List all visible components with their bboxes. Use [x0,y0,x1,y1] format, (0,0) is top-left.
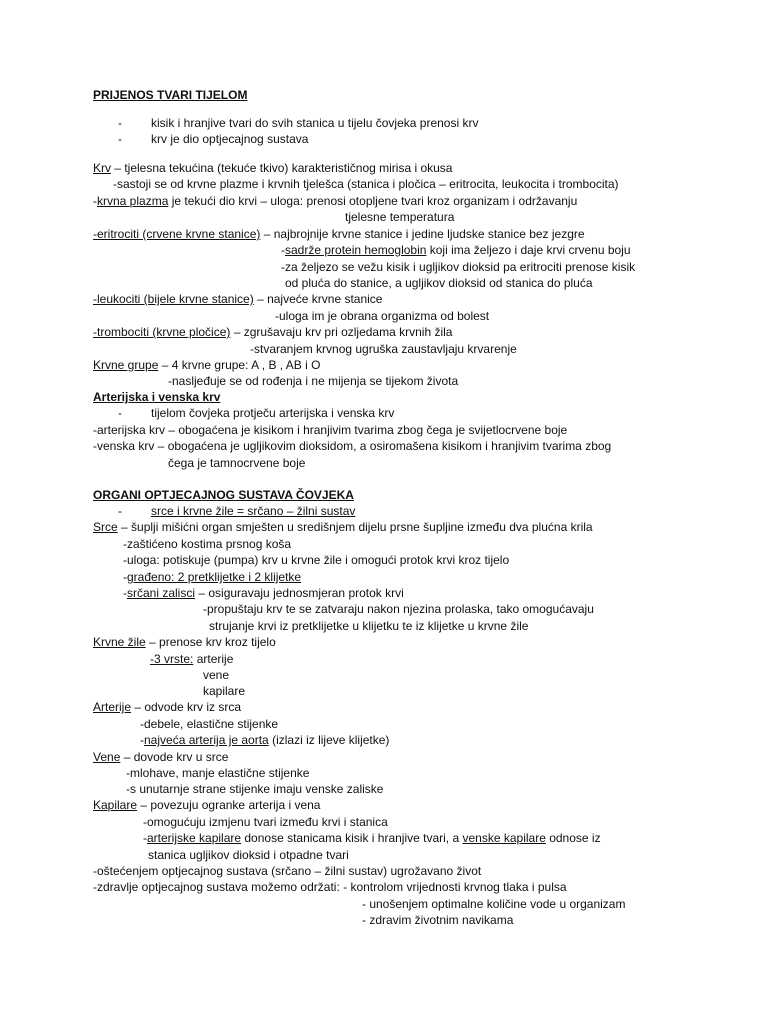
paragraph-line: -zaštićeno kostima prsnog koša [123,537,292,551]
paragraph-aorta: -najveća arterija je aorta (izlazi iz lijeve klijetke) [140,733,390,747]
list-item: - kisik i hranjive tvari do svih stanica u tijelu čovjeka prenosi krv [118,116,479,130]
paragraph-krvne-zile: Krvne žile – prenose krv kroz tijelo [93,635,276,649]
paragraph-line: -zdravlje optjecajnog sustava možemo održati: - kontrolom vrijednosti krvnog tlaka i pulsa [93,880,567,894]
paragraph-line: stanica ugljikov dioksid i otpadne tvari [148,848,349,862]
paragraph-line: -propuštaju krv te se zatvaraju nakon njezina prolaska, tako omogućavaju [203,602,594,616]
paragraph-line: -arterijska krv – obogaćena je kisikom i hranjivim tvarima zbog čega je svijetlocrvene boje [93,423,568,437]
paragraph-kapilare: Kapilare – povezuju ogranke arterija i vena [93,798,321,812]
list-item: - unošenjem optimalne količine vode u organizam [362,897,626,911]
paragraph-line: -za željezo se vežu kisik i ugljikov dioksid pa eritrociti prenose kisik [281,260,636,274]
paragraph-line: -s unutarnje strane stijenke imaju venske zaliske [126,782,384,796]
paragraph-krv: Krv – tjelesna tekućina (tekuće tkivo) karakterističnog mirisa i okusa [93,161,453,175]
paragraph-line: -građeno: 2 pretklijetke i 2 klijetke [123,570,302,584]
paragraph-zalisci: -srčani zalisci – osiguravaju jednosmjeran protok krvi [123,586,404,600]
paragraph-line: -debele, elastične stijenke [140,717,279,731]
paragraph-line: -nasljeđuje se od rođenja i ne mijenja se tijekom života [168,374,459,388]
paragraph-line: -venska krv – obogaćena je ugljikovim dioksidom, a osiromašena kisikom i hranjivim tvarima zbog [93,439,612,453]
section-title-prijenos: PRIJENOS TVARI TIJELOM [93,88,248,102]
paragraph-hemoglobin: -sadrže protein hemoglobin koji ima željezo i daje krvi crvenu boju [281,243,631,257]
paragraph-line: od pluća do stanice, a ugljikov dioksid od stanica do pluća [285,276,593,290]
section-title-organi: ORGANI OPTJECAJNOG SUSTAVA ČOVJEKA [93,488,354,502]
paragraph-eritrociti: -eritrociti (crvene krvne stanice) – najbrojnije krvne stanice i jedine ljudske stanice bez jezgre [93,227,585,241]
paragraph-trombociti: -trombociti (krvne pločice) – zgrušavaju krv pri ozljedama krvnih žila [93,325,453,339]
paragraph-line: -stvaranjem krvnog ugruška zaustavljaju krvarenje [250,342,517,356]
list-item: - srce i krvne žile = srčano – žilni sustav [118,504,356,518]
paragraph-vrste: -3 vrste: arterije [150,652,234,666]
paragraph-line: čega je tamnocrvene boje [168,456,306,470]
list-item: vene [203,668,230,682]
subtitle-arterijska-venska: Arterijska i venska krv [93,390,221,404]
paragraph-plazma: -krvna plazma je tekući dio krvi – uloga: prenosi otopljene tvari kroz organizam i održavanju [93,194,578,208]
paragraph-krvne-grupe: Krvne grupe – 4 krvne grupe: A , B , AB i O [93,358,321,372]
paragraph-line: -uloga: potiskuje (pumpa) krv u krvne žile i omogući protok krvi kroz tijelo [123,553,510,567]
paragraph-line: -uloga im je obrana organizma od bolest [275,309,490,323]
paragraph-line: tjelesne temperatura [345,210,455,224]
list-item: - zdravim životnim navikama [362,913,514,927]
paragraph-line: -sastoji se od krvne plazme i krvnih tjelešca (stanica i pločica – eritrocita, leukocita i trombocita) [113,177,619,191]
list-item: - tijelom čovjeka protječu arterijska i venska krv [118,406,395,420]
list-item: - krv je dio optjecajnog sustava [118,132,309,146]
paragraph-srce: Srce – šuplji mišićni organ smješten u središnjem dijelu prsne šupljine između dva plućna krila [93,520,593,534]
paragraph-line: strujanje krvi iz pretklijetke u klijetku te iz klijetke u krvne žile [209,619,529,633]
paragraph-kapilare-vrste: -arterijske kapilare donose stanicama kisik i hranjive tvari, a venske kapilare odnose iz [143,831,601,845]
paragraph-vene: Vene – dovode krv u srce [93,750,229,764]
paragraph-leukociti: -leukociti (bijele krvne stanice) – najveće krvne stanice [93,292,383,306]
paragraph-arterije: Arterije – odvode krv iz srca [93,700,242,714]
list-item: kapilare [203,684,246,698]
paragraph-line: -oštećenjem optjecajnog sustava (srčano – žilni sustav) ugrožavano život [93,864,482,878]
paragraph-line: -omogućuju izmjenu tvari između krvi i stanica [143,815,388,829]
paragraph-line: -mlohave, manje elastične stijenke [126,766,310,780]
